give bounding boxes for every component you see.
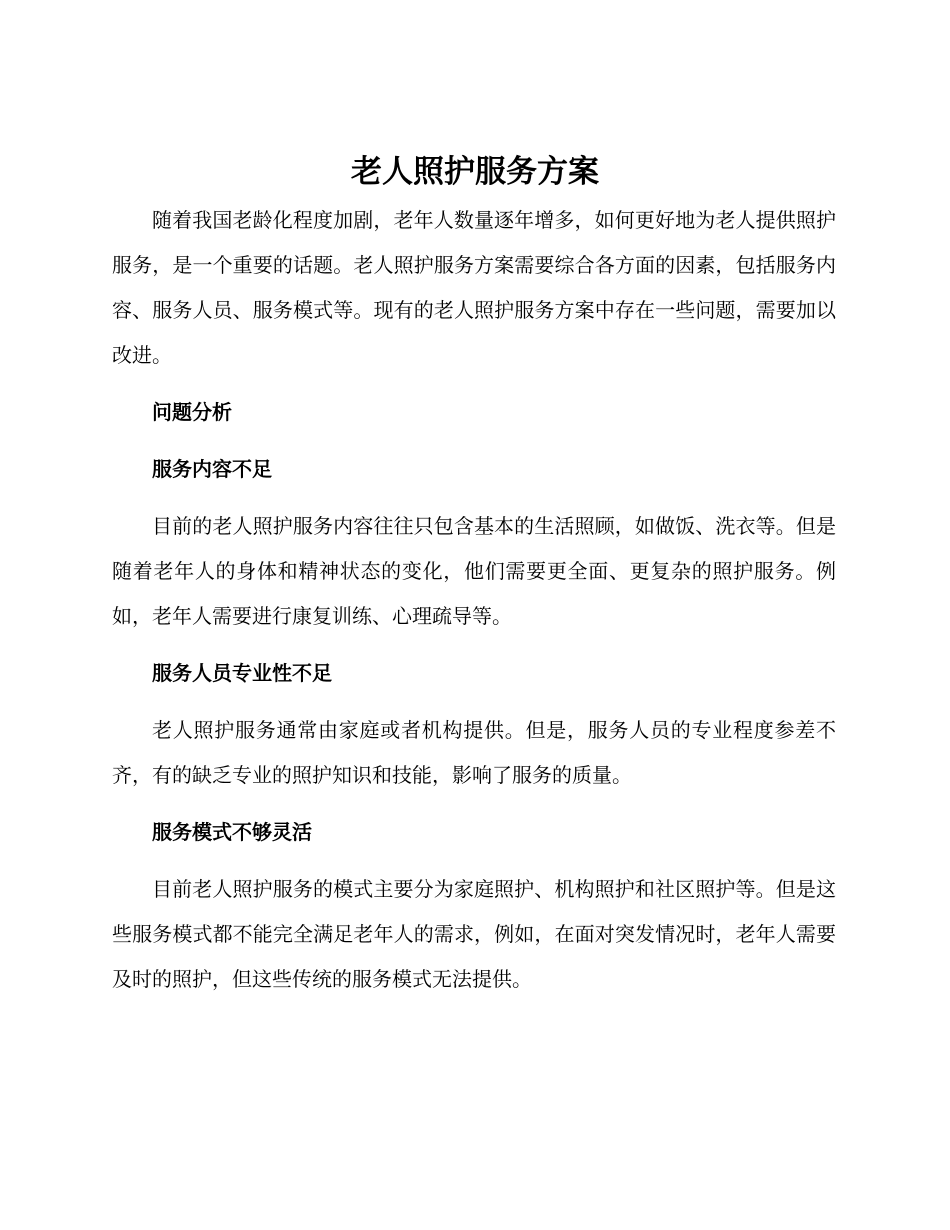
subsection-body-staff-professionalism: 老人照护服务通常由家庭或者机构提供。但是，服务人员的专业程度参差不齐，有的缺乏专业的照护知识和技能，影响了服务的质量。 [112, 718, 836, 787]
subsection-heading-service-mode: 服务模式不够灵活 [152, 820, 312, 844]
document-body [112, 198, 836, 1002]
subsection-heading-service-content: 服务内容不足 [152, 457, 272, 481]
section-heading-problem-analysis: 问题分析 [152, 400, 232, 424]
intro-paragraph: 随着我国老龄化程度加剧，老年人数量逐年增多，如何更好地为老人提供照护服务，是一个重要的话题。老人照护服务方案需要综合各方面的因素，包括服务内容、服务人员、服务模式等。现有的老人照护服务方案中存在一些问题，需要加以改进。 [112, 208, 836, 367]
subsection-body-service-mode: 目前老人照护服务的模式主要分为家庭照护、机构照护和社区照护等。但是这些服务模式都不能完全满足老年人的需求，例如，在面对突发情况时，老年人需要及时的照护，但这些传统的服务模式无法提供。 [112, 877, 836, 991]
document-title: 老人照护服务方案 [351, 154, 599, 190]
subsection-heading-staff-professionalism: 服务人员专业性不足 [152, 661, 332, 685]
subsection-body-service-content: 目前的老人照护服务内容往往只包含基本的生活照顾，如做饭、洗衣等。但是随着老年人的身体和精神状态的变化，他们需要更全面、更复杂的照护服务。例如，老年人需要进行康复训练、心理疏导等。 [112, 514, 836, 628]
